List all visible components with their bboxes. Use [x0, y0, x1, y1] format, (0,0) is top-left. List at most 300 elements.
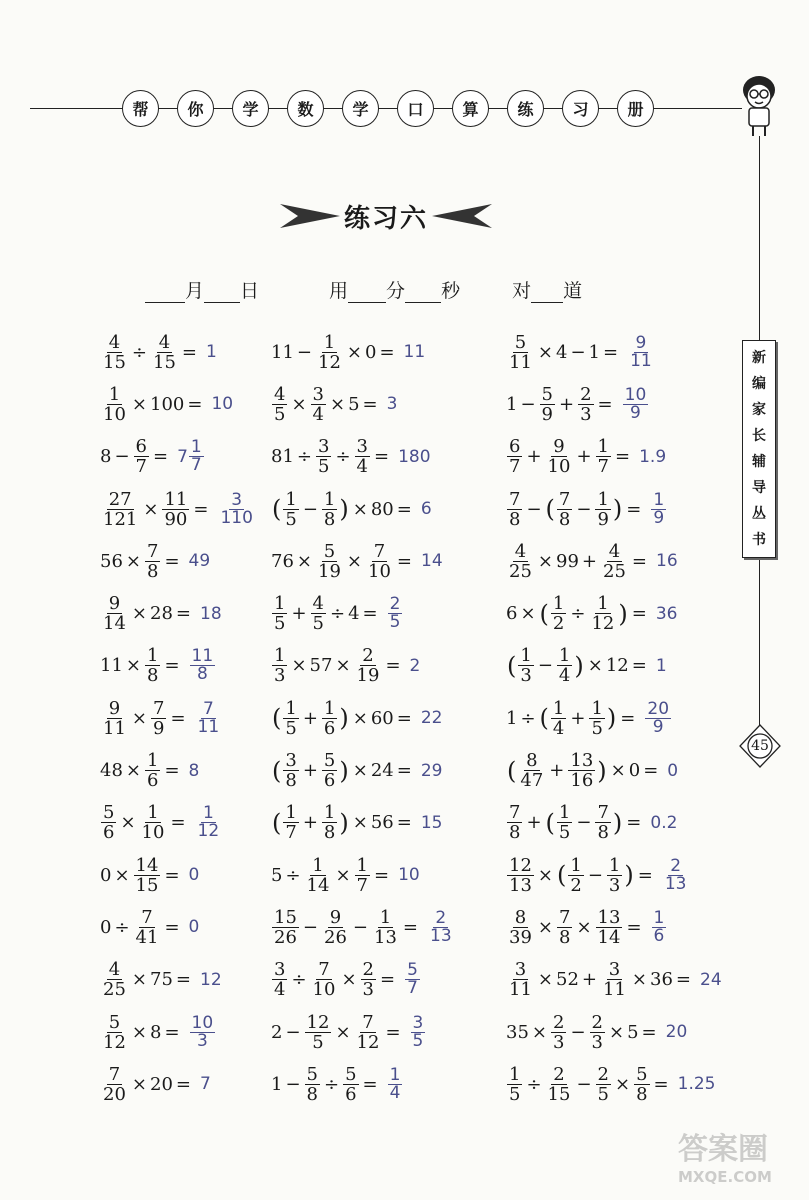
fraction-denominator: 16 — [570, 770, 594, 792]
operator: = — [170, 707, 186, 729]
fraction — [218, 489, 254, 528]
number: 20 — [665, 1022, 688, 1042]
parenthesis: ) — [597, 756, 607, 785]
operator: − — [285, 1021, 301, 1043]
fraction-numerator: 1 — [558, 645, 571, 667]
operator: ÷ — [526, 1073, 542, 1095]
operator: × — [537, 969, 553, 991]
number: 29 — [420, 760, 443, 781]
series-name-char: 导 — [752, 480, 766, 496]
fraction-numerator: 13 — [570, 750, 594, 772]
fraction-denominator: 26 — [274, 926, 297, 948]
operator: = — [637, 864, 653, 886]
fraction-numerator: 1 — [202, 803, 214, 824]
operator: − — [520, 393, 536, 415]
number: 56 — [370, 812, 394, 834]
fraction — [628, 332, 654, 371]
fraction-denominator: 8 — [306, 1083, 318, 1105]
number: 8 — [150, 1021, 162, 1043]
number: 1.9 — [639, 446, 667, 467]
fraction-numerator: 2 — [553, 1063, 565, 1085]
problem — [506, 908, 740, 947]
operator: ÷ — [291, 969, 307, 991]
handwritten-answer — [189, 761, 200, 781]
fraction — [601, 960, 628, 999]
fraction-numerator: 1 — [552, 697, 565, 719]
fraction-numerator: 10 — [624, 384, 647, 405]
handwritten-answer — [678, 1074, 716, 1094]
fraction — [311, 960, 338, 999]
operator: = — [380, 969, 396, 991]
number: 0 — [365, 341, 377, 363]
operator: × — [125, 550, 141, 572]
problem-row — [100, 1006, 740, 1058]
number: 52 — [556, 969, 579, 991]
operator: × — [125, 655, 141, 677]
number: 0 — [628, 760, 641, 782]
fraction-denominator: 12 — [356, 1031, 380, 1053]
number: 14 — [421, 551, 443, 572]
fraction — [140, 803, 167, 842]
problem — [271, 856, 506, 895]
parenthesis: ) — [612, 808, 623, 837]
parenthesis: ) — [612, 495, 623, 524]
number: 0.2 — [650, 812, 678, 833]
fraction-denominator: 6 — [103, 822, 115, 844]
parenthesis: ) — [339, 808, 349, 837]
minute-label: 分 — [386, 280, 406, 302]
fraction-denominator: 12 — [103, 1031, 126, 1053]
problem-row — [100, 744, 740, 796]
operator: = — [396, 550, 412, 572]
number: 7 — [177, 446, 188, 467]
fraction-denominator: 9 — [652, 716, 664, 737]
operator: = — [603, 341, 619, 363]
fraction-denominator: 12 — [197, 821, 220, 842]
fraction-denominator: 14 — [306, 874, 330, 896]
problem — [271, 908, 506, 947]
operator: = — [362, 1073, 378, 1095]
fraction-denominator: 7 — [597, 456, 609, 478]
operator: + — [302, 812, 318, 834]
problem-row — [100, 954, 740, 1006]
problem-row — [100, 483, 740, 535]
fraction — [507, 856, 534, 895]
operator: = — [396, 707, 412, 729]
fraction-denominator: 3 — [608, 874, 621, 896]
operator: × — [143, 498, 159, 520]
fraction-numerator: 1 — [147, 802, 159, 824]
operator: × — [131, 603, 147, 625]
fraction-numerator: 1 — [190, 437, 202, 458]
problem — [271, 333, 506, 372]
number: 12 — [605, 655, 629, 677]
operator: = — [385, 1021, 401, 1043]
header-char: 学 — [232, 90, 269, 127]
fraction — [145, 646, 160, 685]
fraction-numerator: 3 — [608, 959, 621, 981]
operator: − — [576, 1073, 592, 1095]
fraction-denominator: 8 — [147, 665, 159, 687]
fraction — [507, 333, 534, 372]
problem — [506, 542, 740, 581]
fraction-numerator: 1 — [323, 802, 336, 824]
fraction — [305, 1065, 320, 1104]
fraction — [305, 856, 332, 895]
fraction — [590, 1013, 605, 1052]
fraction-numerator: 6 — [135, 436, 147, 458]
fraction-denominator: 11 — [630, 350, 652, 371]
day-blank — [204, 282, 240, 303]
fraction-denominator: 8 — [285, 770, 297, 792]
fraction — [361, 960, 376, 999]
fraction — [101, 1013, 128, 1052]
fraction-denominator: 10 — [312, 979, 336, 1001]
fraction-numerator: 7 — [362, 1011, 374, 1033]
fraction — [507, 1065, 522, 1104]
fraction-denominator: 5 — [509, 1083, 521, 1105]
fraction — [101, 333, 128, 372]
fraction-numerator: 1 — [509, 1063, 521, 1085]
fraction — [634, 1065, 649, 1104]
fraction-numerator: 7 — [559, 906, 571, 928]
handwritten-answer — [189, 917, 200, 937]
fraction-numerator: 1 — [274, 645, 286, 667]
fraction — [595, 490, 610, 529]
fraction — [601, 542, 628, 581]
series-name-char: 辅 — [752, 454, 766, 470]
fraction-numerator: 5 — [636, 1063, 648, 1085]
fraction — [101, 594, 128, 633]
problem — [506, 803, 740, 842]
fraction — [645, 698, 671, 737]
operator: × — [346, 550, 362, 572]
fraction — [272, 594, 287, 633]
operator: − — [114, 446, 130, 468]
handwritten-answer — [195, 805, 223, 840]
problem — [271, 699, 506, 738]
parenthesis: ( — [539, 704, 549, 733]
operator: × — [131, 1073, 147, 1095]
problem — [506, 594, 740, 633]
fraction-denominator: 4 — [274, 979, 286, 1001]
fraction — [557, 490, 572, 529]
number: 3 — [386, 394, 398, 415]
fraction-numerator: 1 — [285, 802, 297, 824]
fraction-denominator: 8 — [597, 822, 609, 844]
operator: = — [175, 1073, 191, 1095]
fraction-denominator: 90 — [164, 508, 188, 530]
operator: = — [641, 1021, 657, 1043]
fraction-numerator: 5 — [407, 960, 418, 981]
number: 36 — [650, 969, 673, 991]
problem — [506, 960, 740, 999]
fraction-numerator: 12 — [306, 1011, 330, 1033]
fraction-numerator: 3 — [318, 436, 330, 458]
problem-grid — [100, 326, 740, 1110]
fraction — [322, 908, 349, 947]
operator: − — [570, 1021, 586, 1043]
number: 2 — [271, 1021, 283, 1043]
fraction-numerator: 1 — [323, 488, 336, 510]
operator: + — [559, 393, 575, 415]
fraction-numerator: 1 — [108, 383, 121, 405]
fraction — [388, 596, 403, 631]
operator: + — [576, 446, 592, 468]
fraction — [568, 856, 583, 895]
fraction-numerator: 5 — [514, 331, 527, 353]
watermark-main-text: 答案圈 — [678, 1132, 768, 1167]
fraction — [428, 907, 454, 946]
number: 24 — [700, 969, 722, 990]
series-name-char: 丛 — [752, 506, 766, 522]
operator: = — [631, 603, 647, 625]
number: 1 — [271, 1073, 283, 1095]
fraction-denominator: 13 — [430, 925, 452, 946]
operator: × — [609, 1021, 625, 1043]
fraction-denominator: 5 — [597, 1083, 609, 1105]
problem — [506, 856, 740, 895]
fraction — [355, 1013, 382, 1052]
operator: × — [335, 1021, 351, 1043]
operator: × — [520, 603, 536, 625]
handwritten-answer — [211, 394, 233, 414]
number: 100 — [150, 393, 185, 415]
number: 1.25 — [677, 1074, 716, 1095]
fraction-numerator: 3 — [514, 959, 527, 981]
number: 0 — [100, 916, 112, 938]
fraction-denominator: 6 — [147, 770, 159, 792]
operator: + — [526, 446, 542, 468]
fraction-numerator: 15 — [274, 906, 297, 928]
fraction-denominator: 15 — [153, 351, 176, 373]
fraction-denominator: 7 — [407, 978, 418, 999]
problem — [506, 1065, 740, 1104]
problem — [100, 908, 271, 947]
number: 8 — [188, 760, 200, 781]
fraction-denominator: 15 — [547, 1083, 571, 1105]
fraction — [322, 803, 337, 842]
handwritten-answer — [656, 604, 678, 624]
minute-blank — [348, 282, 386, 303]
number: 1 — [655, 655, 667, 676]
number: 49 — [188, 551, 211, 572]
number: 1 — [506, 707, 518, 729]
operator: = — [181, 341, 197, 363]
fraction — [355, 646, 382, 685]
fraction — [101, 385, 128, 424]
operator: = — [643, 760, 659, 782]
handwritten-answer — [627, 332, 655, 371]
fraction-denominator: 8 — [196, 664, 208, 685]
fraction-numerator: 2 — [362, 959, 374, 981]
fraction-denominator: 10 — [547, 456, 571, 478]
operator: = — [396, 812, 412, 834]
fraction-numerator: 1 — [558, 802, 571, 824]
operator: − — [526, 498, 542, 520]
problem — [271, 1065, 506, 1104]
problem-row — [100, 326, 740, 378]
fraction — [546, 437, 573, 476]
fraction-numerator: 8 — [514, 906, 527, 928]
fraction — [507, 490, 522, 529]
operator: = — [653, 1073, 669, 1095]
fraction-numerator: 27 — [108, 488, 132, 510]
fraction — [546, 1065, 573, 1104]
operator: ÷ — [131, 341, 147, 363]
fraction — [151, 699, 166, 738]
fraction — [322, 490, 337, 529]
fraction-numerator: 2 — [435, 907, 447, 928]
problem-row — [100, 640, 740, 692]
fraction — [272, 908, 299, 947]
fraction-numerator: 1 — [312, 854, 324, 876]
operator: = — [396, 498, 412, 520]
fraction-numerator: 11 — [191, 646, 214, 667]
fraction-denominator: 6 — [653, 925, 665, 946]
fraction — [272, 385, 287, 424]
operator: × — [537, 550, 553, 572]
fraction-denominator: 26 — [324, 926, 347, 948]
fraction-denominator: 10 — [103, 403, 126, 425]
problem — [100, 385, 271, 424]
fraction-denominator: 2 — [570, 874, 582, 896]
operator: = — [374, 864, 390, 886]
fraction-numerator: 10 — [191, 1012, 214, 1033]
series-name-box — [742, 340, 776, 558]
number: 57 — [309, 655, 333, 677]
handwritten-answer — [421, 813, 443, 833]
fraction-numerator: 7 — [509, 488, 521, 510]
operator: = — [164, 655, 180, 677]
fraction-numerator: 1 — [323, 697, 336, 719]
operator: ÷ — [114, 916, 130, 938]
header-char: 练 — [507, 90, 544, 127]
operator: × — [335, 655, 351, 677]
fraction-denominator: 7 — [509, 456, 521, 478]
operator: − — [302, 916, 318, 938]
fraction — [101, 960, 128, 999]
fraction — [272, 960, 287, 999]
header-char: 算 — [452, 90, 489, 127]
fraction-numerator: 1 — [147, 750, 159, 772]
exercise-title-banner — [280, 196, 492, 236]
fraction — [596, 908, 623, 947]
number: 15 — [420, 812, 443, 833]
handwritten-answer — [427, 907, 455, 946]
fraction — [151, 333, 178, 372]
number: 76 — [271, 550, 294, 572]
fraction-denominator: 2 — [552, 613, 565, 635]
fraction-denominator: 4 — [552, 717, 565, 739]
operator: = — [402, 916, 418, 938]
fraction — [652, 907, 667, 946]
fraction-numerator: 4 — [274, 383, 286, 405]
handwritten-answer — [639, 447, 666, 467]
fraction — [551, 1013, 566, 1052]
handwritten-answer — [410, 656, 421, 676]
number: 6 — [506, 603, 518, 625]
operator: − — [352, 916, 368, 938]
fraction-denominator: 5 — [285, 717, 297, 739]
fraction — [283, 751, 298, 790]
fraction-denominator: 5 — [285, 508, 297, 530]
operator: ÷ — [520, 707, 536, 729]
fraction-denominator: 10 — [141, 822, 165, 844]
operator: × — [352, 812, 368, 834]
parenthesis: ( — [545, 495, 555, 524]
fraction-numerator: 1 — [379, 906, 392, 928]
fraction-numerator: 4 — [608, 540, 621, 562]
operator: × — [352, 707, 368, 729]
fraction-numerator: 2 — [362, 645, 374, 667]
problem-row — [100, 797, 740, 849]
fraction — [101, 699, 128, 738]
operator: − — [302, 498, 318, 520]
fraction — [589, 594, 616, 633]
fraction-numerator: 5 — [108, 1011, 121, 1033]
fraction-numerator: 7 — [509, 802, 521, 824]
series-name-char: 编 — [752, 376, 766, 392]
operator: = — [362, 393, 378, 415]
header-char: 帮 — [122, 90, 159, 127]
fraction-numerator: 3 — [231, 489, 243, 510]
number: 5 — [348, 393, 360, 415]
fraction — [540, 385, 555, 424]
fraction-numerator: 4 — [514, 540, 527, 562]
number: 180 — [398, 446, 431, 467]
header-title-chars — [122, 90, 654, 127]
operator: ÷ — [570, 603, 586, 625]
number: 0 — [100, 864, 112, 886]
fraction-numerator: 1 — [597, 436, 609, 458]
watermark-sub-text: MXQE.COM — [678, 1168, 772, 1186]
fraction-denominator: 5 — [318, 456, 330, 478]
fraction-numerator: 5 — [323, 540, 336, 562]
problem — [506, 699, 740, 738]
fraction-numerator: 9 — [108, 697, 121, 719]
fraction — [366, 542, 393, 581]
handwritten-answer — [189, 865, 200, 885]
operator: = — [626, 812, 642, 834]
fraction-numerator: 1 — [608, 854, 621, 876]
header-char: 习 — [562, 90, 599, 127]
operator: − — [285, 1073, 301, 1095]
operator: ÷ — [296, 446, 312, 468]
fraction-denominator: 5 — [412, 1030, 424, 1051]
operator: = — [396, 760, 412, 782]
fraction-numerator: 1 — [285, 697, 297, 719]
fraction — [507, 960, 534, 999]
fraction — [316, 333, 343, 372]
fraction-denominator: 7 — [190, 455, 202, 476]
fraction-denominator: 20 — [103, 1083, 126, 1105]
month-label: 月 — [185, 280, 205, 302]
watermark-logo — [678, 1132, 800, 1192]
question-label: 道 — [563, 280, 583, 302]
day-label: 日 — [240, 280, 260, 302]
fraction — [557, 803, 572, 842]
fraction-numerator: 5 — [323, 750, 336, 772]
fraction-numerator: 1 — [285, 488, 297, 510]
problem — [271, 437, 506, 476]
problem-row — [100, 587, 740, 639]
handwritten-answer — [189, 648, 217, 683]
operator: × — [296, 550, 312, 572]
series-name-char: 长 — [752, 428, 766, 444]
handwritten-answer — [421, 708, 443, 728]
operator: = — [379, 341, 395, 363]
